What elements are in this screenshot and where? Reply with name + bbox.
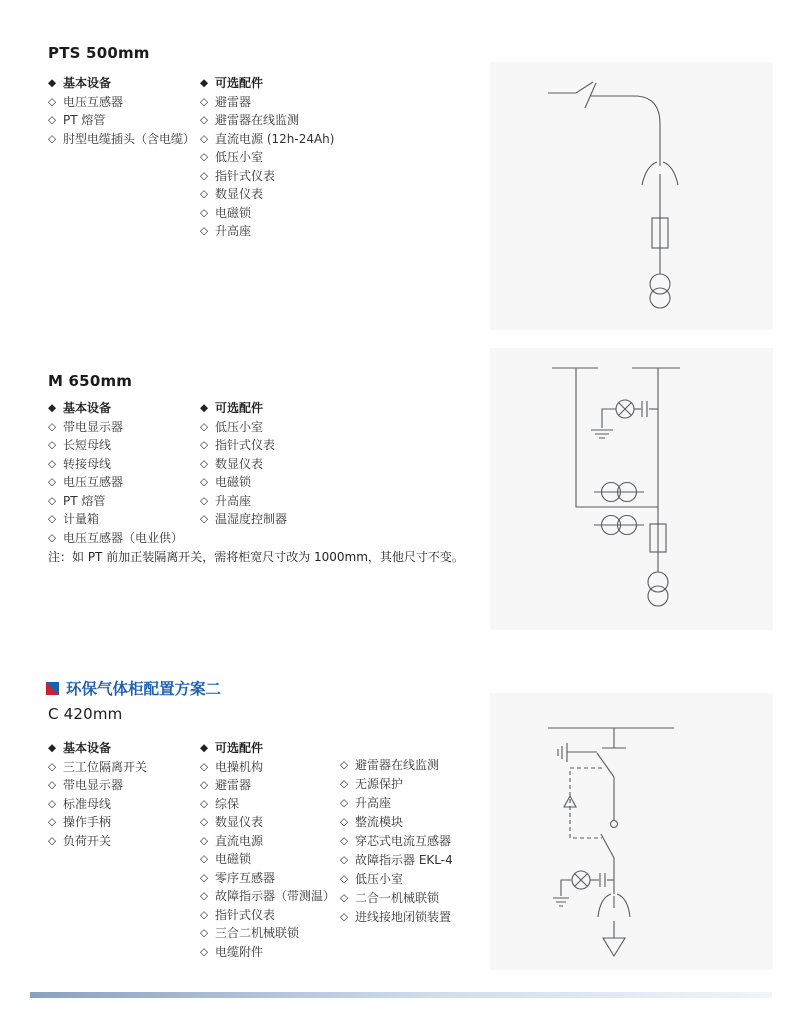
earthing-contact-icon: [558, 743, 567, 762]
list-item: [200, 473, 287, 492]
list-item-label: 操作手柄: [63, 815, 112, 829]
open-diamond-bullet-icon: ◇: [200, 132, 209, 145]
filled-diamond-bullet-icon: ◆: [200, 402, 209, 414]
list-item: [340, 775, 453, 794]
scheme-heading: [46, 677, 221, 699]
open-diamond-bullet-icon: ◇: [48, 513, 57, 525]
list-item-label: PT 熔管: [63, 493, 106, 508]
list-header-label: 基本设备: [63, 741, 112, 755]
list-item: [200, 93, 334, 112]
open-diamond-bullet-icon: ◇: [48, 816, 57, 828]
list-item-label: 避雷器在线监测: [355, 758, 440, 772]
fixed-contact: [602, 728, 626, 748]
open-diamond-bullet-icon: ◇: [48, 834, 57, 847]
open-diamond-bullet-icon: ◇: [200, 225, 209, 237]
ground-icon: [553, 898, 569, 906]
list-item: [48, 529, 183, 548]
list-item: [200, 758, 335, 777]
filled-diamond-bullet-icon: ◆: [48, 77, 57, 89]
list-header: [200, 739, 335, 758]
list-item-label: 升高座: [215, 493, 252, 508]
list-item-label: 指针式仪表: [215, 168, 276, 183]
list-item-label: 升高座: [215, 224, 252, 238]
open-diamond-bullet-icon: ◇: [340, 759, 349, 771]
open-diamond-bullet-icon: ◇: [48, 494, 57, 507]
list-item: [48, 813, 147, 832]
list-header-label: 可选配件: [215, 76, 264, 90]
open-diamond-bullet-icon: ◇: [200, 169, 209, 182]
list-item-label: 避雷器: [215, 94, 252, 109]
list-item-label: 升高座: [355, 796, 392, 810]
list-items: [340, 756, 453, 927]
list-item: [200, 204, 334, 223]
open-diamond-bullet-icon: ◇: [340, 911, 349, 923]
list-item-label: 带电显示器: [63, 419, 124, 434]
open-diamond-bullet-icon: ◇: [200, 945, 209, 958]
open-diamond-bullet-icon: ◇: [200, 927, 209, 939]
list-item-label: 二合一机械联锁: [355, 891, 440, 905]
cable-plug-icon: [663, 162, 678, 185]
open-diamond-bullet-icon: ◇: [200, 151, 209, 163]
list-item-label: 数显仪表: [215, 187, 264, 201]
open-diamond-bullet-icon: ◇: [48, 476, 57, 488]
open-diamond-bullet-icon: ◇: [200, 797, 209, 810]
c420-basic-list: [48, 739, 147, 850]
list-header: [200, 399, 287, 418]
footer-accent-bar: [30, 992, 772, 998]
list-item-label: 故障指示器（带测温）: [215, 889, 336, 903]
capacitor-icon: [642, 401, 647, 417]
list-item: [340, 832, 453, 851]
list-item: [200, 111, 334, 130]
voltage-transformer-icon: [648, 586, 668, 606]
open-diamond-bullet-icon: ◇: [340, 816, 349, 828]
live-display-lamp-icon: [575, 874, 588, 887]
list-header-label: 基本设备: [63, 401, 112, 415]
list-item: [48, 492, 183, 511]
list-item-label: 长短母线: [63, 438, 112, 452]
list-header-label: 可选配件: [215, 401, 264, 415]
list-item-label: 电磁锁: [215, 852, 252, 866]
c420-optional-list: [200, 739, 335, 961]
open-diamond-bullet-icon: ◇: [340, 797, 349, 809]
transfer-bus-line: [576, 368, 658, 507]
list-header: [200, 74, 334, 93]
list-item-label: 无源保护: [355, 777, 404, 791]
list-item-label: 计量箱: [63, 512, 100, 526]
open-diamond-bullet-icon: ◇: [200, 908, 209, 921]
list-item-label: 进线接地闭锁装置: [355, 910, 452, 924]
list-item: [340, 908, 453, 927]
list-items: [200, 93, 334, 241]
list-item-label: 综保: [215, 796, 240, 811]
list-item-label: 电压互感器: [63, 475, 124, 489]
open-diamond-bullet-icon: ◇: [200, 834, 209, 847]
list-item: [48, 418, 183, 437]
open-diamond-bullet-icon: ◇: [200, 188, 209, 200]
list-items: [48, 93, 195, 149]
list-item-label: PT 熔管: [63, 113, 106, 127]
list-item-label: 指针式仪表: [215, 907, 276, 922]
c420-optional-list-2: [340, 756, 453, 927]
open-diamond-bullet-icon: ◇: [48, 457, 57, 470]
list-item-label: 肘型电缆插头（含电缆）: [63, 131, 196, 146]
open-diamond-bullet-icon: ◇: [340, 835, 349, 847]
list-item-label: 电磁锁: [215, 475, 252, 489]
list-header-label: 基本设备: [63, 76, 112, 90]
list-item: [340, 889, 453, 908]
cable-terminal-arrow-icon: [603, 938, 625, 956]
c420-single-line-diagram: [490, 693, 773, 970]
open-diamond-bullet-icon: ◇: [200, 871, 209, 884]
list-item-label: 电磁锁: [215, 205, 252, 220]
list-items: [48, 418, 183, 548]
cable-plug-icon: [598, 894, 611, 917]
cable-plug-icon: [642, 162, 657, 185]
open-diamond-bullet-icon: ◇: [48, 95, 57, 108]
open-diamond-bullet-icon: ◇: [48, 132, 57, 145]
ground-icon: [591, 430, 613, 438]
list-item: [48, 832, 147, 851]
list-item-label: 数显仪表: [215, 456, 264, 471]
list-item: [48, 130, 195, 149]
list-item-label: 低压小室: [215, 419, 264, 434]
three-position-switch-blade: [597, 753, 614, 777]
open-diamond-bullet-icon: ◇: [340, 892, 349, 904]
interlock-dashed-link: [570, 768, 602, 838]
open-diamond-bullet-icon: ◇: [48, 420, 57, 433]
list-item: [200, 130, 334, 149]
branch-line: [602, 409, 616, 428]
list-item: [200, 492, 287, 511]
list-item: [200, 850, 335, 869]
logo-square-icon: [46, 682, 59, 695]
filled-diamond-bullet-icon: ◆: [200, 742, 209, 754]
list-header: [48, 399, 183, 418]
list-items: [200, 758, 335, 962]
open-diamond-bullet-icon: ◇: [200, 457, 209, 470]
list-item-label: 数显仪表: [215, 815, 264, 829]
open-diamond-bullet-icon: ◇: [200, 206, 209, 219]
section-title-m650: M 650mm: [48, 372, 133, 390]
filled-diamond-bullet-icon: ◆: [48, 742, 57, 754]
list-item: [200, 832, 335, 851]
open-diamond-bullet-icon: ◇: [200, 853, 209, 865]
list-item: [200, 185, 334, 204]
list-item: [200, 167, 334, 186]
open-diamond-bullet-icon: ◇: [200, 779, 209, 791]
section-title-c420: C 420mm: [48, 705, 123, 723]
list-item: [200, 869, 335, 888]
live-display-lamp-icon: [619, 403, 632, 416]
pts500-optional-list: [200, 74, 334, 241]
list-item: [48, 93, 195, 112]
list-item-label: 电压互感器（电业供）: [63, 530, 184, 545]
feeder-line: [591, 96, 660, 166]
switch-pivot-icon: [611, 821, 618, 828]
filled-diamond-bullet-icon: ◆: [200, 77, 209, 89]
list-header: [48, 74, 195, 93]
list-item-label: 直流电源: [215, 833, 264, 848]
open-diamond-bullet-icon: ◇: [48, 760, 57, 773]
list-item: [48, 436, 183, 455]
list-item: [48, 795, 147, 814]
list-item: [200, 418, 287, 437]
list-item-label: 电压互感器: [63, 94, 124, 109]
m650-diagram-panel: [490, 348, 773, 630]
open-diamond-bullet-icon: ◇: [200, 95, 209, 108]
open-diamond-bullet-icon: ◇: [200, 513, 209, 525]
voltage-transformer-icon: [650, 288, 670, 308]
open-diamond-bullet-icon: ◇: [340, 873, 349, 885]
list-item: [48, 510, 183, 529]
m650-optional-list: [200, 399, 287, 529]
list-item-label: 低压小室: [355, 872, 404, 886]
cable-plug-icon: [617, 894, 630, 917]
list-item: [200, 943, 335, 962]
pts500-diagram-panel: [490, 62, 773, 330]
list-item-label: 避雷器在线监测: [215, 113, 300, 127]
open-diamond-bullet-icon: ◇: [48, 439, 57, 451]
list-item: [200, 148, 334, 167]
open-diamond-bullet-icon: ◇: [48, 114, 57, 126]
list-item-label: 标准母线: [63, 796, 112, 811]
list-item-label: 三合二机械联锁: [215, 926, 300, 940]
list-item: [200, 813, 335, 832]
list-item: [200, 906, 335, 925]
open-diamond-bullet-icon: ◇: [200, 439, 209, 451]
list-item-label: 负荷开关: [63, 833, 112, 848]
list-item: [200, 776, 335, 795]
list-item-label: 避雷器: [215, 778, 252, 792]
open-diamond-bullet-icon: ◇: [340, 778, 349, 790]
list-items: [200, 418, 287, 529]
list-item-label: 三工位隔离开关: [63, 759, 148, 774]
list-item-label: 直流电源 (12h-24Ah): [215, 131, 335, 146]
m650-basic-list: [48, 399, 183, 547]
list-item: [340, 813, 453, 832]
open-diamond-bullet-icon: ◇: [200, 494, 209, 507]
list-item: [340, 851, 453, 870]
list-item: [340, 756, 453, 775]
list-item-label: 低压小室: [215, 150, 264, 164]
list-item-label: 零序互感器: [215, 870, 276, 885]
list-item: [200, 924, 335, 943]
list-item: [200, 455, 287, 474]
list-header-label: 可选配件: [215, 741, 264, 755]
m650-note: 注：如 PT 前加正装隔离开关，需将柜宽尺寸改为 1000mm，其他尺寸不变。: [48, 550, 464, 564]
list-item-label: 整流模块: [355, 815, 404, 829]
branch-line: [561, 880, 572, 896]
list-item-label: 电缆附件: [215, 944, 264, 959]
scheme-heading-label: 环保气体柜配置方案二: [66, 680, 222, 698]
m650-single-line-diagram: [490, 348, 773, 630]
open-diamond-bullet-icon: ◇: [48, 797, 57, 810]
c420-diagram-panel: [490, 693, 773, 970]
open-diamond-bullet-icon: ◇: [48, 531, 57, 544]
list-item-label: 电操机构: [215, 759, 264, 774]
open-diamond-bullet-icon: ◇: [200, 114, 209, 126]
list-item: [340, 794, 453, 813]
incoming-line-break-icon: [548, 82, 593, 93]
list-item: [200, 436, 287, 455]
open-diamond-bullet-icon: ◇: [200, 816, 209, 828]
list-item-label: 指针式仪表: [215, 438, 276, 452]
list-header: [48, 739, 147, 758]
open-diamond-bullet-icon: ◇: [200, 476, 209, 488]
section-title-pts500: PTS 500mm: [48, 44, 150, 62]
load-switch-blade: [601, 834, 614, 858]
list-item: [200, 795, 335, 814]
list-item: [48, 776, 147, 795]
open-diamond-bullet-icon: ◇: [200, 890, 209, 902]
capacitor-icon: [600, 873, 605, 887]
list-item: [200, 510, 287, 529]
open-diamond-bullet-icon: ◇: [48, 779, 57, 791]
list-item-label: 带电显示器: [63, 778, 124, 792]
list-item-label: 故障指示器 EKL-4: [355, 853, 453, 867]
list-item: [340, 870, 453, 889]
filled-diamond-bullet-icon: ◆: [48, 402, 57, 414]
list-item: [48, 455, 183, 474]
pts500-single-line-diagram: [490, 62, 773, 330]
list-item: [48, 758, 147, 777]
open-diamond-bullet-icon: ◇: [200, 420, 209, 433]
list-item-label: 温湿度控制器: [215, 512, 288, 526]
list-item: [200, 222, 334, 241]
open-diamond-bullet-icon: ◇: [340, 854, 349, 866]
list-item-label: 穿芯式电流互感器: [355, 834, 452, 848]
list-item: [200, 887, 335, 906]
pts500-basic-list: [48, 74, 195, 148]
list-items: [48, 758, 147, 851]
open-diamond-bullet-icon: ◇: [200, 760, 209, 773]
list-item: [48, 473, 183, 492]
list-item: [48, 111, 195, 130]
list-item-label: 转接母线: [63, 456, 112, 471]
